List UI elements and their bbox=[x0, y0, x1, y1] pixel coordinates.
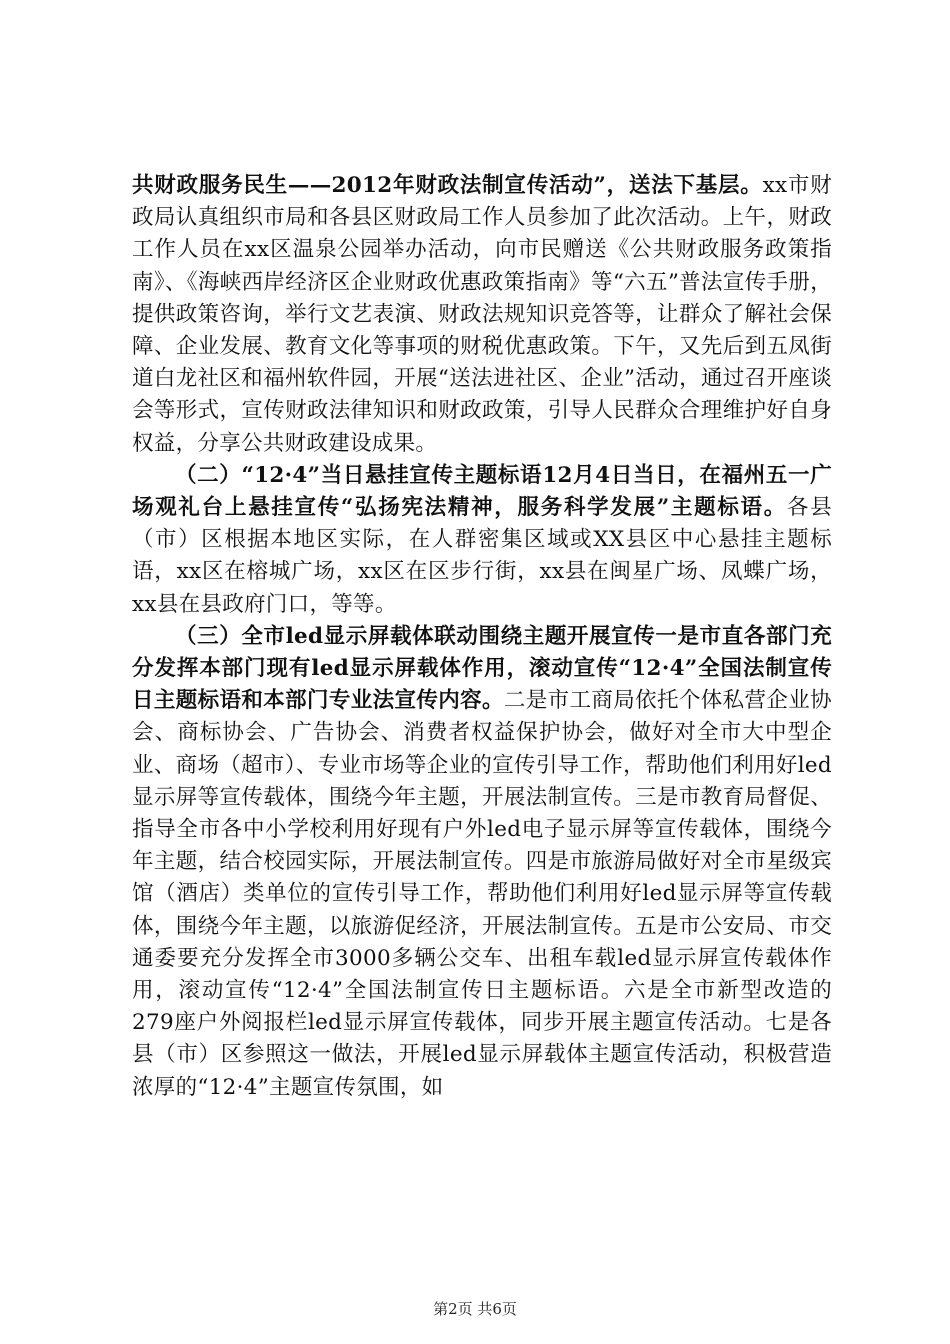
paragraph-2-heading: （二）“12·4”当日悬挂宣传主题标语12月4日当日，在福州五一广场观礼台上悬挂宣传“弘扬宪法精神，服务科学发展”主题标语。 bbox=[132, 462, 832, 521]
paragraph-3-text: 二是市工商局依托个体私营企业协会、商标协会、广告协会、消费者权益保护协会，做好对全市大中型企业、商场（超市）、专业市场等企业的宣传引导工作，帮助他们利用好led显示屏等宣传载体，围绕今年主题，开展法制宣传。三是市教育局督促、指导全市各中小学校利用好现有户外led电子显示屏等宣传载体，围绕今年主题，结合校园实际，开展法制宣传。四是市旅游局做好对全市星级宾馆（酒店）类单位的宣传引导工作，帮助他们利用好led显示屏等宣传载体，围绕今年主题，以旅游促经济，开展法制宣传。五是市公安局、市交通委要充分发挥全市3000多辆公交车、出租车载led显示屏宣传载体作用，滚动宣传“12·4”全国法制宣传日主题标语。六是全市新型改造的279座户外阅报栏led显示屏宣传载体，同步开展主题宣传活动。七是各县（市）区参照这一做法，开展led显示屏载体主题宣传活动，积极营造浓厚的“12·4”主题宣传氛围，如 bbox=[132, 688, 832, 1100]
paragraph-1 bbox=[132, 170, 832, 460]
paragraph-1-text: xx市财政局认真组织市局和各县区财政局工作人员参加了此次活动。上午，财政工作人员在xx区温泉公园举办活动，向市民赠送《公共财政服务政策指南》、《海峡西岸经济区企业财政优惠政策指南》等“六五”普法宣传手册，提供政策咨询，举行文艺表演、财政法规知识竞答等，让群众了解社会保障、企业发展、教育文化等事项的财税优惠政策。下午，又先后到五凤街道白龙社区和福州软件园，开展“送法进社区、企业”活动，通过召开座谈会等形式，宣传财政法律知识和财政政策，引导人民群众合理维护好自身权益，分享公共财政建设成果。 bbox=[132, 173, 832, 456]
paragraph-2 bbox=[132, 460, 832, 621]
paragraph-3 bbox=[132, 621, 832, 1104]
document-body bbox=[132, 170, 832, 1104]
paragraph-3-heading: （三）全市led显示屏载体联动围绕主题开展宣传一是市直各部门充分发挥本部门现有led显示屏载体作用，滚动宣传“12·4”全国法制宣传日主题标语和本部门专业法宣传内容。 bbox=[132, 623, 832, 714]
paragraph-1-heading: 共财政服务民生——2012年财政法制宣传活动”，送法下基层。 bbox=[132, 173, 763, 198]
paragraph-2-text: 各县（市）区根据本地区实际，在人群密集区域或XX县区中心悬挂主题标语，xx区在榕城广场，xx区在区步行街，xx县在闽星广场、凤蝶广场，xx县在县政府门口，等等。 bbox=[132, 495, 832, 617]
page-footer: 第2页 共6页 bbox=[433, 1300, 517, 1318]
